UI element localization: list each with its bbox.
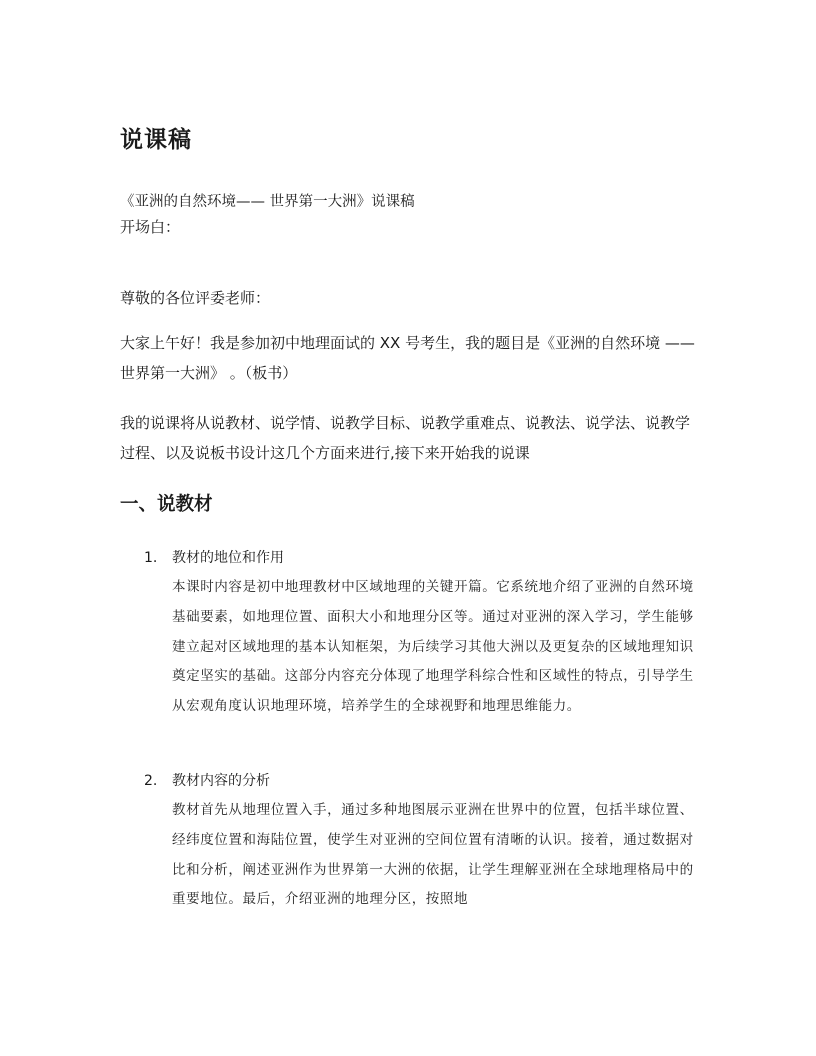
list-item-body: 本课时内容是初中地理教材中区域地理的关键开篇。它系统地介绍了亚洲的自然环境基础要素，如地理位置、面积大小和地理分区等。通过对亚洲的深入学习，学生能够建立起对区域地理的基本认知框架，为后续学习其他大洲以及更复杂的区域地理知识奠定坚实的基础。这部分内容充分体现了地理学科综合性和区域性的特点，引导学生从宏观角度认识地理环境，培养学生的全球视野和地理思维能力。: [172, 579, 694, 715]
outline-paragraph: 我的说课将从说教材、说学情、说教学目标、说教学重难点、说教法、说学法、说教学过程、以及说板书设计这几个方面来进行,接下来开始我的说课: [120, 414, 691, 462]
list-item-heading: 教材的地位和作用: [172, 550, 284, 566]
page-title: 说课稿: [120, 127, 192, 153]
intro-paragraph: 大家上午好！我是参加初中地理面试的 XX 号考生，我的题目是《亚洲的自然环境 —— 世界第一大洲》 。（板书）: [120, 334, 695, 382]
list-item-heading: 教材内容的分析: [172, 773, 270, 789]
list-item-body: 教材首先从地理位置入手，通过多种地图展示亚洲在世界中的位置，包括半球位置、经纬度位置和海陆位置，使学生对亚洲的空间位置有清晰的认识。接着，通过数据对比和分析，阐述亚洲作为世界第一大洲的依据，让学生理解亚洲在全球地理格局中的重要地位。最后，介绍亚洲的地理分区，按照地: [172, 802, 694, 908]
greeting-line: 尊敬的各位评委老师：: [120, 289, 271, 307]
section-heading: 一、说教材: [120, 494, 213, 515]
list-item-number: 2.: [144, 773, 158, 789]
lesson-subtitle: 《亚洲的自然环境—— 世界第一大洲》说课稿: [120, 194, 415, 210]
list-item-number: 1.: [144, 550, 158, 566]
opening-label: 开场白：: [120, 218, 181, 236]
